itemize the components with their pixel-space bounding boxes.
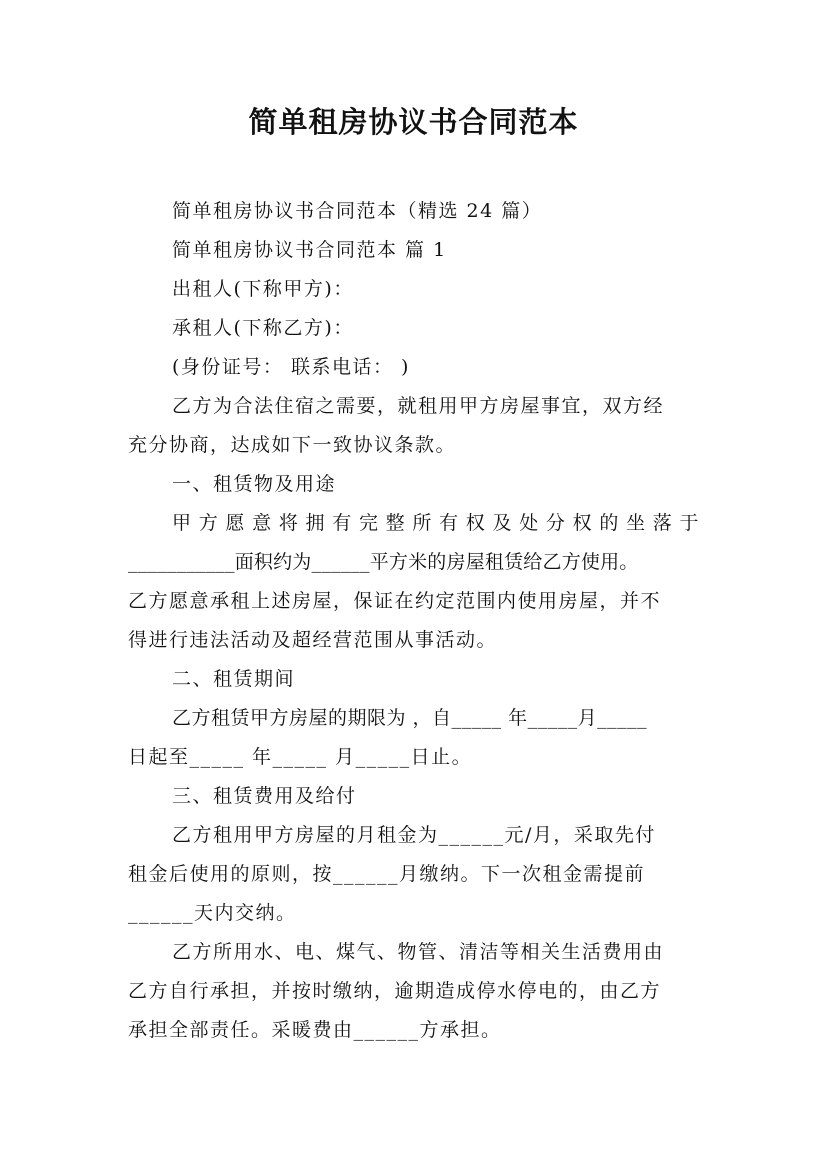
paragraph-line: 乙方自行承担，并按时缴纳，逾期造成停水停电的，由乙方 <box>128 980 662 1002</box>
paragraph-line: ______天内交纳。 <box>128 902 297 924</box>
lessee-line: 承租人(下称乙方)： <box>172 317 354 339</box>
paragraph-line: 乙方愿意承租上述房屋，保证在约定范围内使用房屋，并不 <box>128 590 662 612</box>
clause-heading: 二、租赁期间 <box>172 668 296 690</box>
paragraph-line: 甲方愿意将拥有完整所有权及处分权的坐落于 <box>172 512 700 534</box>
paragraph-line: 乙方租赁甲方房屋的期限为 ，自_____ 年_____月_____ <box>172 707 648 729</box>
paragraph-line: 充分协商，达成如下一致协议条款。 <box>128 434 457 456</box>
subtitle-line: 简单租房协议书合同范本（精选 24 篇） <box>172 200 543 222</box>
id-contact-line: (身份证号： 联系电话： ) <box>172 356 410 378</box>
paragraph-line: 租金后使用的原则，按______月缴纳。下一次租金需提前 <box>128 863 646 885</box>
paragraph-line: 乙方租用甲方房屋的月租金为______元/月，采取先付 <box>172 824 656 846</box>
paragraph-line: 得进行违法活动及超经营范围从事活动。 <box>128 629 498 651</box>
paragraph-line: 日起至_____ 年_____ 月_____日止。 <box>128 746 473 768</box>
clause-heading: 三、租赁费用及给付 <box>172 785 357 807</box>
section-heading: 简单租房协议书合同范本 篇 1 <box>172 239 447 261</box>
clause-heading: 一、租赁物及用途 <box>172 473 337 495</box>
document-title: 简单租房协议书合同范本 <box>248 105 579 139</box>
paragraph-line: ___________面积约为______平方米的房屋租赁给乙方使用。 <box>128 551 639 573</box>
paragraph-line: 承担全部责任。采暖费由______方承担。 <box>128 1019 502 1041</box>
lessor-line: 出租人(下称甲方)： <box>172 278 354 300</box>
paragraph-line: 乙方为合法住宿之需要，就租用甲方房屋事宜，双方经 <box>172 395 665 417</box>
paragraph-line: 乙方所用水、电、煤气、物管、清洁等相关生活费用由 <box>172 941 665 963</box>
